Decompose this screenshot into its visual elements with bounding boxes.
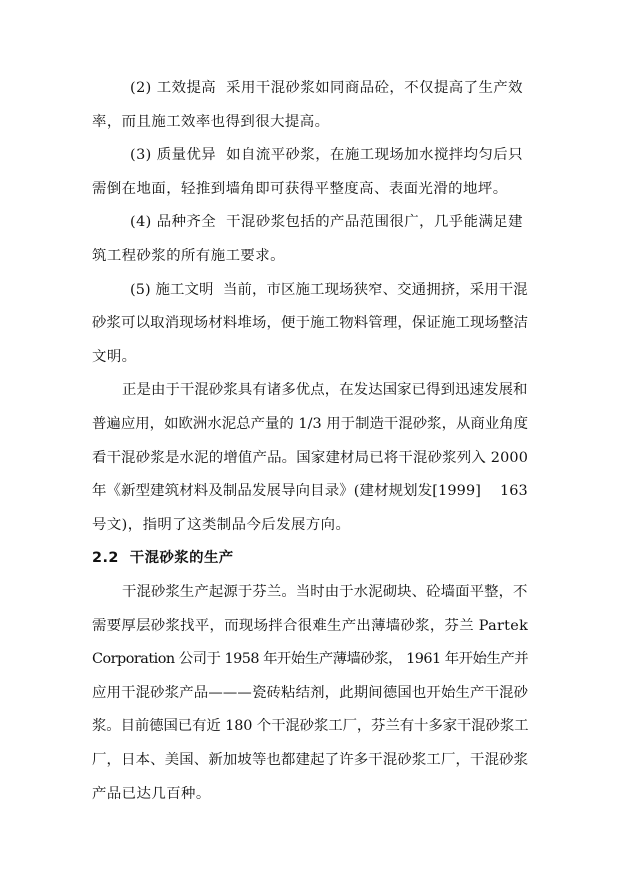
paragraph-line: 应用干混砂浆产品———瓷砖粘结剂，此期间德国也开始生产干混砂 <box>92 685 529 701</box>
paragraph-line: 文明。 <box>92 349 137 365</box>
paragraph-line: (4) 品种齐全 干混砂浆包括的产品范围很广，几乎能满足建 <box>130 214 523 230</box>
paragraph-line: 筑工程砂浆的所有施工要求。 <box>92 248 285 264</box>
paragraph-line: (5) 施工文明 当前，市区施工现场狭窄、交通拥挤，采用干混 <box>130 282 528 298</box>
paragraph-line: 率，而且施工效率也得到很大提高。 <box>92 114 330 130</box>
paragraph-line: 看干混砂浆是水泥的增值产品。国家建材局已将干混砂浆列入 2000 <box>92 450 529 466</box>
paragraph-line: 正是由于干混砂浆具有诸多优点，在发达国家已得到迅速发展和 <box>122 382 528 398</box>
paragraph-line: 号文)，指明了这类制品今后发展方向。 <box>92 517 351 533</box>
paragraph-line: 需要厚层砂浆找平，而现场拌合很难生产出薄墙砂浆，芬兰 Partek <box>92 618 529 634</box>
paragraph-line: (3) 质量优异 如自流平砂浆，在施工现场加水搅拌均匀后只 <box>130 147 523 163</box>
paragraph-line: Corporation 公司于 1958 年开始生产薄墙砂浆， 1961 年开始生产并 <box>92 651 529 667</box>
paragraph-line: 产品已达几百种。 <box>92 786 211 802</box>
paragraph-line: 普遍应用，如欧洲水泥总产量的 1/3 用于制造干混砂浆，从商业角度 <box>92 416 529 432</box>
paragraph-line: 浆。目前德国已有近 180 个干混砂浆工厂，芬兰有十多家干混砂浆工 <box>92 718 529 734</box>
paragraph-line: 干混砂浆生产起源于芬兰。当时由于水泥砌块、砼墙面平整，不 <box>122 584 528 600</box>
paragraph-line: 需倒在地面，轻推到墙角即可获得平整度高、表面光滑的地坪。 <box>92 181 508 197</box>
paragraph-line: (2) 工效提高 采用干混砂浆如同商品砼，不仅提高了生产效 <box>130 80 523 96</box>
paragraph-line: 厂，日本、美国、新加坡等也都建起了许多干混砂浆工厂，干混砂浆 <box>92 752 529 768</box>
paragraph-line: 年《新型建筑材料及制品发展导向目录》(建材规划发[1999] 163 <box>92 483 528 499</box>
paragraph-line: 砂浆可以取消现场材料堆场，便于施工物料管理，保证施工现场整洁 <box>92 315 529 331</box>
section-heading: 2.2 干混砂浆的生产 <box>92 550 234 566</box>
